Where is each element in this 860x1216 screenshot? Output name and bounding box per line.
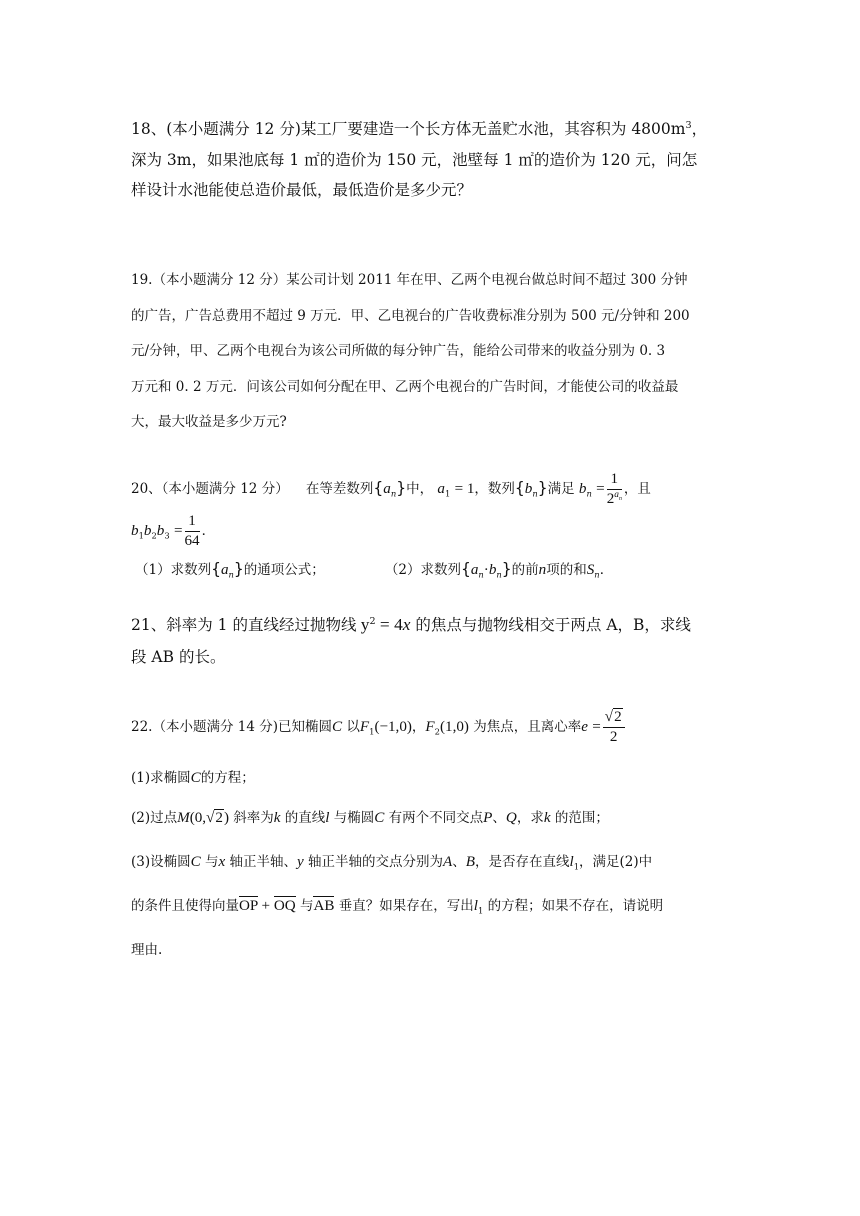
question-22 [131,694,736,972]
question-18 [131,114,736,206]
q22-line-5: 的条件且使得向量OP + OQ 与AB 垂直？如果存在，写出$l_1$ 的方程；如果不存在，请说明 [131,898,664,916]
q19-line-3: 元/分钟，甲、乙两个电视台为该公司所做的每分钟广告，能给公司带来的收益分别为 0. 3 [131,343,666,359]
q22-line-3: (2)过点M(0,√2) 斜率为k 的直线l 与椭圆C 有两个不同交点P、Q，求k 的范围； [131,810,609,826]
q19-line-1: 19.（本小题满分 12 分）某公司计划 2011 年在甲、乙两个电视台做总时间不超过 300 分钟 [131,272,688,288]
q20-line-1: 20、（本小题满分 12 分） 在等差数列$\{a_n\}$中， $a_1 = 1$，数列$\{b_n\}$满足 $b_n$ = $\frac{1}{2^{a_n}}$ ，且 [131,471,651,507]
vector-ab: AB [313,898,335,914]
vector-oq: OQ [273,898,296,914]
q19-line-5: 大，最大收益是多少万元? [131,414,287,430]
q18-line-3: 样设计水池能使总造价最低，最低造价是多少元？ [131,181,473,199]
question-20 [131,466,736,588]
q22-line-6: 理由. [131,942,163,958]
q22-line-1: 22.（本小题满分 14 分)已知椭圆C 以$F_1(-1,0)$，$F_2(1,0)$ 为焦点，且离心率e = $\frac{√2}{2}$ [131,694,736,760]
fraction-product: $\frac{1}{64}$ [184,513,200,549]
question-21 [131,609,736,673]
q21-line-1: 21、斜率为 1 的直线经过抛物线 $y^2 = 4x$ 的焦点与抛物线相交于两点 A，B，求线 [131,615,691,634]
fraction-eccentricity: $\frac{√2}{2}$ [603,709,625,746]
vector-op: OP [239,898,258,914]
q19-line-2: 的广告，广告总费用不超过 9 万元．甲、乙电视台的广告收费标准分别为 500 元/分钟和 200 [131,307,690,324]
q18-line-1: 18、(本小题满分 12 分)某工厂要建造一个长方体无盖贮水池，其容积为 $4800m^3$， [131,119,708,138]
fraction-bn: $\frac{1}{2^{a_n}}$ [606,471,622,507]
q19-line-4: 万元和 0. 2 万元．问该公司如何分配在甲、乙两个电视台的广告时间，才能使公司的收益最 [131,378,679,395]
q22-line-4: (3)设椭圆C 与x 轴正半轴、y 轴正半轴的交点分别为A、B，是否存在直线$l_1$，满足(2)中 [131,854,653,872]
q22-line-2: (1)求椭圆C的方程； [131,770,255,786]
q18-line-2: 深为 3m，如果池底每 1 ㎡的造价为 150 元，池壁每 1 ㎡的造价为 120 元，问怎 [131,150,698,169]
q20-line-3: （1）求数列$\{a_n\}$的通项公式； （2）求数列$\{a_n\cdot b_n\}$的前n项的和$S_n$． [135,560,614,580]
q20-line-2: $b_1b_2b_3$ = $\frac{1}{64}$ ． [131,513,216,549]
question-19 [131,263,736,441]
q21-line-2: 段 AB 的长。 [131,648,226,666]
